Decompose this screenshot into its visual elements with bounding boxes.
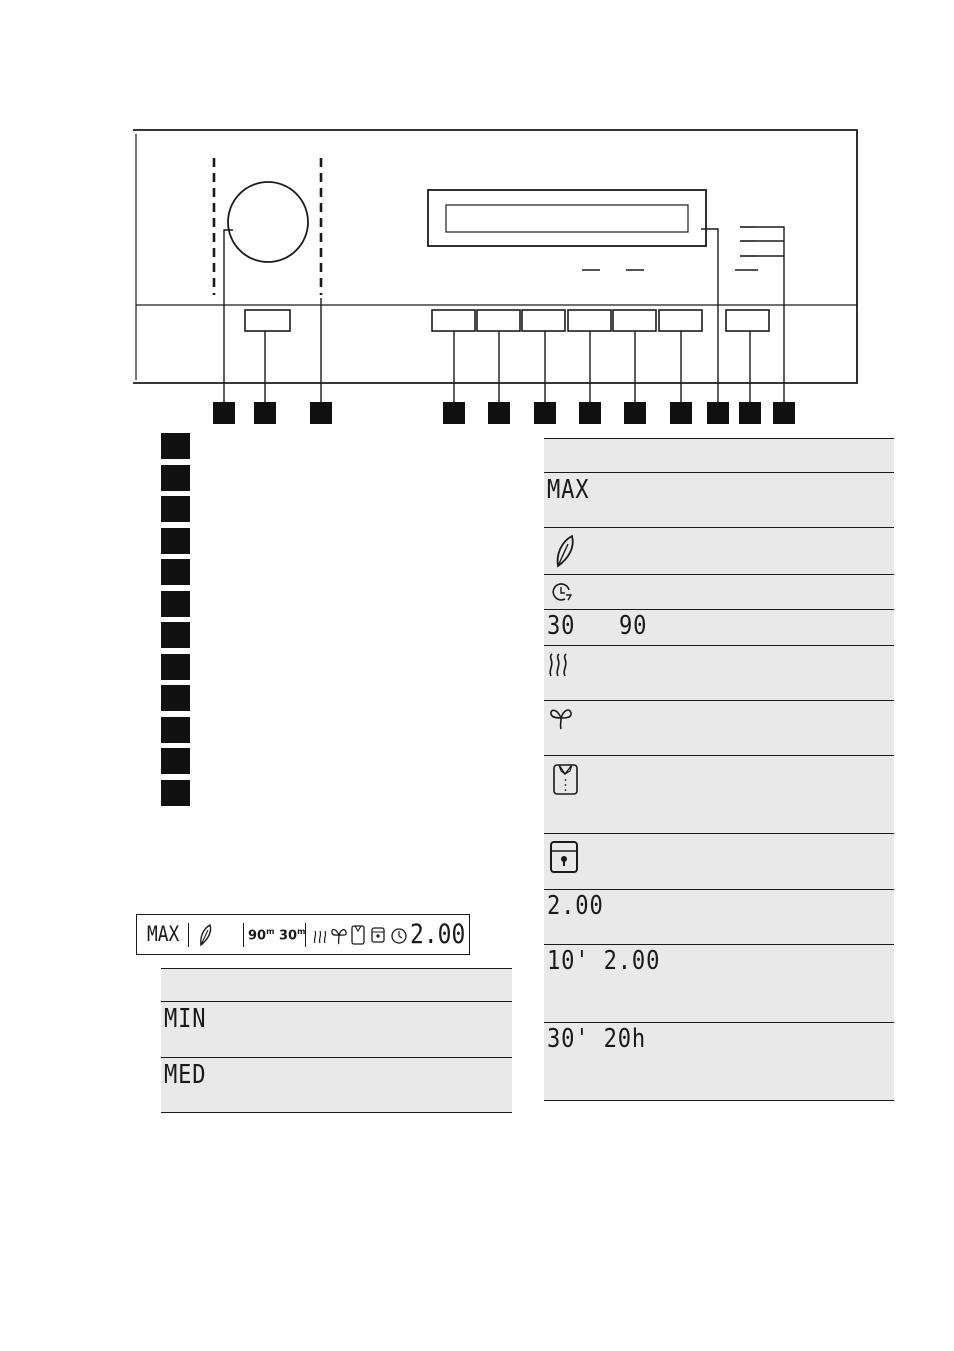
- table-row: MED: [161, 1058, 512, 1113]
- fan-icon: [548, 705, 574, 731]
- table-row: [544, 834, 894, 890]
- control-panel-diagram: [0, 0, 954, 430]
- door-lock-icon: [549, 840, 581, 876]
- display-t30: 30: [278, 928, 298, 944]
- display-frame: [428, 190, 706, 246]
- table-row: 30 90: [544, 610, 894, 646]
- feather-icon: [197, 923, 213, 947]
- steam-icon: [547, 652, 571, 678]
- table-row: 30' 20h: [544, 1023, 894, 1101]
- table-row: 2.00: [544, 890, 894, 945]
- shirt-icon: [350, 924, 366, 946]
- table-row: MIN: [161, 1002, 512, 1058]
- timer-icon: [390, 925, 408, 945]
- timer-icon: [550, 581, 574, 603]
- display-t90: 90: [248, 928, 267, 944]
- program-dial: [228, 182, 308, 262]
- table-row: 10' 2.00: [544, 945, 894, 1023]
- table-row: [544, 701, 894, 756]
- door-lock-icon: [370, 926, 386, 944]
- feather-icon: [552, 533, 576, 569]
- fan-icon: [330, 925, 348, 945]
- table-row: [544, 756, 894, 834]
- shirt-icon: [552, 763, 580, 797]
- table-row: MAX: [544, 473, 894, 528]
- onoff-button: [245, 310, 290, 331]
- display-strip: MAX 90$^m$ 30$^m$ 2.00: [136, 914, 470, 955]
- table-row: [544, 575, 894, 610]
- table-row: [544, 646, 894, 701]
- display-max: MAX: [147, 922, 180, 946]
- display-time: 2.00: [410, 919, 466, 950]
- table-row: [544, 528, 894, 575]
- steam-icon: [312, 926, 328, 944]
